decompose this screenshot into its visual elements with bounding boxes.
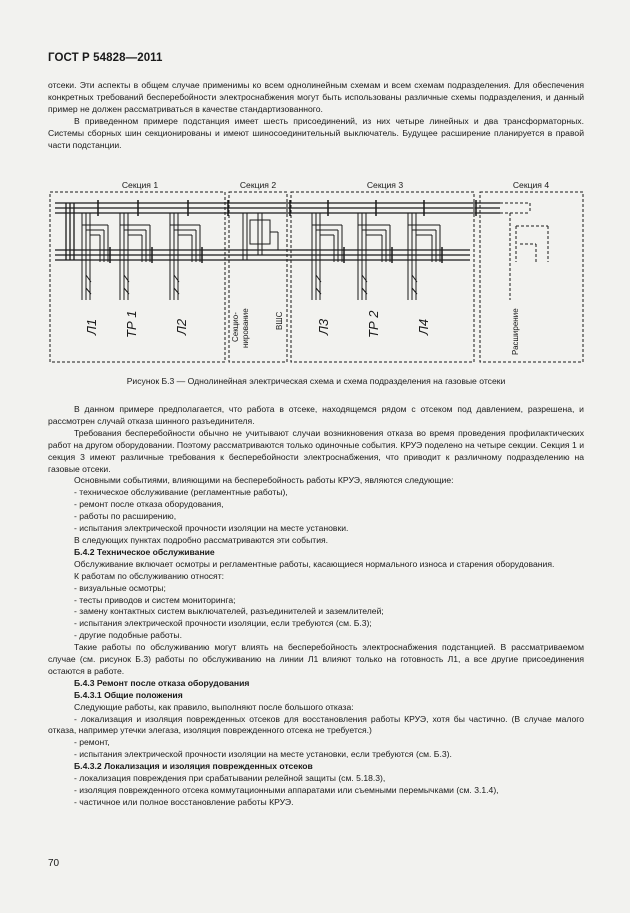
text-line: - замену контактных систем выключателей, разъединителей и заземлителей;	[74, 606, 384, 617]
bay-l1	[82, 213, 108, 300]
text-line: - испытания электрической прочности изоляции на месте установки.	[74, 523, 349, 534]
text-line: - ремонт после отказа оборудования,	[74, 499, 224, 510]
bay-label-tr2: ТР 2	[366, 310, 381, 338]
text-line: Требования бесперебойности обычно не учитывают случаи возникновения отказа во время проведения профилактических работ на другом оборудовании. Поэтому рассматриваются только одиночные события. КРУЭ поделено на четыре секции. Секция 1 и секция 3 имеют различные требования к бесперебойности электроснабжения, что приводит к различному подразделению на газовые отсеки.	[48, 427, 584, 474]
text-line: К работам по обслуживанию относят:	[74, 570, 225, 581]
bay-label-l2: Л2	[174, 318, 189, 335]
main-text	[48, 404, 584, 809]
text-line: - испытания электрической прочности изоляции, если требуются (см. Б.3);	[74, 618, 372, 629]
bay-label-l4: Л4	[416, 318, 431, 335]
sectioning-label-line2: нирование	[241, 308, 250, 348]
text-line: Обслуживание включает осмотры и регламентные работы, касающиеся нормального износа и старения оборудования.	[74, 558, 555, 569]
text-line: - локализация повреждения при срабатывании релейной защиты (см. 5.18.3),	[74, 773, 386, 784]
sectioning-label-line1: Секцио-	[231, 312, 240, 342]
intro-paragraph: отсеки. Эти аспекты в общем случае применимы ко всем однолинейным схемам и всем схемам подразделения. Для обеспечения конкретных требований бесперебойности электроснабжения могут быть использованы различные схемы подразделения, и данный пример не должен рассматриваться в качестве стандартизованного.	[48, 80, 584, 114]
text-line: - частичное или полное восстановление работы КРУЭ.	[74, 796, 294, 807]
bay-l3	[312, 213, 342, 300]
intro-paragraph: В приведенном примере подстанция имеет шесть присоединений, из них четыре линейных и два трансформаторных. Системы сборных шин секционированы и имеют шиносоединительный выключатель. Будущее расширение планируется в правой части подстанции.	[48, 115, 584, 150]
bay-labels	[84, 310, 431, 338]
section-4-frame	[480, 192, 583, 362]
bay-label-l1: Л1	[84, 318, 99, 335]
text-line: - испытания электрической прочности изоляции на месте установки, если требуются (см. Б.3).	[74, 749, 452, 760]
text-line: В следующих пунктах подробно рассматриваются эти события.	[74, 534, 329, 545]
document-header: ГОСТ Р 54828—2011	[48, 52, 163, 64]
text-line: - техническое обслуживание (регламентные работы),	[74, 487, 288, 498]
text-line: - работы по расширению,	[74, 511, 177, 522]
bay-l4	[408, 213, 440, 300]
text-line: Б.4.3 Ремонт после отказа оборудования	[74, 677, 250, 688]
section-3-title: Секция 3	[366, 180, 404, 190]
text-line: Б.4.3.2 Локализация и изоляция поврежденных отсеков	[74, 761, 313, 772]
text-line: - ремонт,	[74, 737, 110, 748]
bay-tr1	[120, 213, 150, 300]
bay-tr2	[358, 213, 390, 300]
section-4-title: Секция 4	[512, 180, 550, 190]
figure-caption: Рисунок Б.3 — Однолинейная электрическая схема и схема подразделения на газовые отсеки	[126, 376, 506, 386]
section-1-title: Секция 1	[121, 180, 159, 190]
text-line: - тесты приводов и систем мониторинга;	[74, 594, 236, 605]
text-line: - локализация и изоляция поврежденных отсеков для восстановления работы КРУЭ, хотя бы частично. (В случае малого отказа, например утечки элегаза, изоляция поврежденного отсека не требуется.)	[48, 713, 584, 736]
bay-label-extension: Расширение	[511, 308, 520, 355]
bus-coupler	[243, 213, 278, 260]
text-line: - другие подобные работы.	[74, 630, 182, 641]
section-2-title: Секция 2	[239, 180, 277, 190]
text-line: - визуальные осмотры;	[74, 582, 166, 593]
text-line: Следующие работы, как правило, выполняют после большого отказа:	[74, 701, 354, 712]
text-line: Б.4.2 Техническое обслуживание	[74, 546, 215, 557]
bay-l2	[170, 213, 200, 300]
section-titles	[122, 180, 550, 190]
bay-label-tr1: ТР 1	[124, 310, 139, 338]
text-line: Основными событиями, влияющими на бесперебойность работы КРУЭ, являются следующие:	[74, 475, 454, 486]
bay-label-l3: Л3	[316, 318, 331, 335]
text-line: - изоляция поврежденного отсека коммутационными аппаратами или съемными перемычками (см. 3.1.4),	[74, 785, 499, 795]
text-line: В данном примере предполагается, что работа в отсеке, находящемся рядом с отсеком под давлением, разрешена, и рассмотрен случай отказа шинного разъединителя.	[48, 404, 584, 426]
page-number: 70	[48, 858, 60, 869]
section-3-frame	[291, 192, 474, 362]
single-line-diagram	[0, 0, 630, 400]
future-extension	[500, 203, 548, 300]
text-line: Такие работы по обслуживанию могут влиять на бесперебойность электроснабжения подстанцией. В рассматриваемом случае (см. рисунок Б.3) работы по обслуживанию на линии Л1 влияют только на готовность Л1, а все другие присоединения остаются в работе.	[48, 642, 584, 676]
bay-label-bus-coupler: ВШС	[275, 311, 284, 330]
text-line: Б.4.3.1 Общие положения	[74, 689, 183, 700]
